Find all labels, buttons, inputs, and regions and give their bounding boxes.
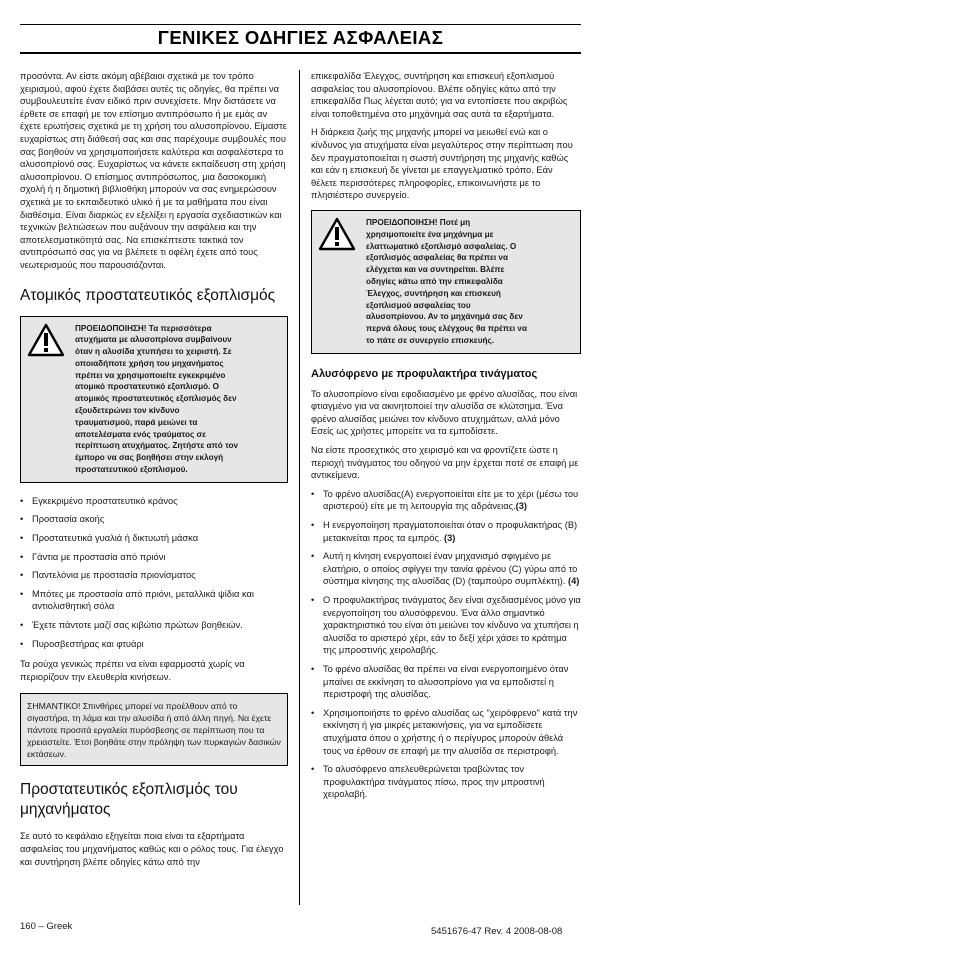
header-rule-top [20, 24, 581, 25]
list-item: • Χρησιμοποιήστε το φρένο αλυσίδας ως "χειρόφρενο" κατά την εκκίνηση ή για μικρές μετακινήσεις, για να εμποδίσετε ατυχήματα όπου ο χρήστης ή ο περίγυρος μπορούν άθελά τους να έρθουν σε επαφή με την αλυσίδα σε περιστροφή. [311, 707, 578, 756]
clothing-paragraph: Τα ρούχα γενικώς πρέπει να είναι εφαρμοστά χωρίς να περιορίζουν την ελευθερία κινήσεων. [20, 659, 245, 682]
warning-line: τραυματισμού, παρά μειώνει τα [75, 417, 198, 427]
left-column [20, 70, 288, 874]
warning-line: Έλεγχος, συντήρηση και επισκευή [366, 288, 501, 298]
page-number: 160 – Greek [20, 921, 73, 932]
list-item: • Μπότες με προστασία από πριόνι, μεταλλικά ψίδια και αντιολισθητική σόλα [20, 588, 254, 612]
warning-line: οδηγίες κάτω από την επικεφαλίδα [366, 276, 503, 286]
warning-line: αποτελέσματα ενός τραύματος σε [75, 429, 206, 439]
figure-ref: (4) [568, 576, 580, 587]
warning-icon-cell [21, 317, 71, 482]
list-item: • Πυροσβεστήρας και φτυάρι [20, 638, 144, 649]
warning-line: χρησιμοποιείτε ένα μηχάνημα με [366, 229, 494, 239]
list-item: • Ο προφυλακτήρας τινάγματος δεν είναι σχεδιασμένος μόνο για ενεργοποίηση του αλυσόφρενου. Ένα άλλο σημαντικό χαρακτηριστικό του είναι ότι μειώνει τον κίνδυνο να χτυπήσει η αλυσίδα το αριστερό χέρι, εάν το δεξί χέρι χάσει το κράτημα της μπροστινής χειρολαβής. [311, 595, 581, 656]
warning-line: ελαττωματικό εξοπλισμό ασφαλείας. Ο [366, 241, 517, 251]
list-item: • Το φρένο αλυσίδας(A) ενεργοποιείται είτε με το χέρι (μέσω του αριστερού) είτε με τη λειτουργία της αδράνειας.(3) [311, 488, 579, 512]
warning-line: αλυσοπρίονου. Αν το μηχάνημά σας δεν [366, 312, 523, 322]
warning-line: προστατευτικού εξοπλισμού. [75, 465, 188, 475]
warning-line: εξοπλισμός ασφαλείας θα πρέπει να [366, 253, 508, 263]
warning-line: ατομικό προστατευτικό εξοπλισμό. Ο [75, 382, 220, 392]
list-item: • Αυτή η κίνηση ενεργοποιεί έναν μηχανισμό σφιγμένο με ελατήριο, ο οποίος σφίγγει την ταινία φρένου (C) γύρω από το σύστημα κίνησης της αλυσίδας (D) (ταμπούρο συμπλέκτη). (4) [311, 551, 580, 587]
machine-intro-paragraph: Σε αυτό το κεφάλαιο εξηγείται ποια είναι τα εξαρτήματα ασφαλείας του μηχανήματος καθώς και ο ρόλος τους. Για έλεγχο και συντήρηση βλέπε οδηγίες κάτω από την [20, 831, 284, 867]
warning-line: οποιαδήποτε χρήση του μηχανήματος [75, 358, 224, 368]
warning-line: ΠΡΟΕΙΔΟΠΟΙΗΣΗ! Ποτέ μη [366, 217, 471, 227]
warning-box-defective-equipment [311, 210, 581, 354]
list-item: • Η ενεργοποίηση πραγματοποιείται όταν ο προφυλακτήρας (B) μετακινείται προς τα εμπρός. (3) [311, 520, 578, 543]
paragraph: Το αλυσοπρίονο είναι εφοδιασμένο με φρένο αλυσίδας, που είναι φτιαγμένο για να ακινητοποιεί την αλυσίδα σε κλώτσημα. Ένα φρένο αλυσίδας μειώνει τον κίνδυνο ατυχημάτων, αλλά μόνο Εσείς ως χρήστες μπορείτε να τα εμποδίσετε. [311, 388, 578, 437]
warning-icon-cell [312, 211, 362, 353]
warning-line: ελέγχεται και να συντηρείται. Βλέπε [366, 265, 505, 275]
warning-box-personal-protection [20, 316, 288, 483]
paragraph: Η διάρκεια ζωής της μηχανής μπορεί να μειωθεί ενώ και ο κίνδυνος για ατυχήματα είναι μεγαλύτερος στην περίπτωση που δεν πραγματοποιείται η σωστή συντήρηση της μηχανής καθώς και εάν η επισκευή δε γίνεται με επαγγελματικό τρόπο. Εάν θέλετε περισσότερες πληροφορίες, επικοινωνήστε με το πλησιέστερο συνεργείο. [311, 127, 573, 201]
page-title: ΓΕΝΙΚΕΣ ΟΔΗΓΙΕΣ ΑΣΦΑΛΕΙΑΣ [157, 27, 444, 48]
paragraph: Να είστε προσεχτικός στο χειρισμό και να φροντίζετε ώστε η περιοχή τινάγματος του οδηγού να μην έρχεται ποτέ σε επαφή με αντικείμενα. [311, 445, 579, 481]
section-heading-machine-protection: Προστατευτικός εξοπλισμός του μηχανήματος [20, 781, 238, 819]
chain-brake-list [311, 488, 581, 801]
warning-triangle-icon [318, 217, 356, 251]
warning-line: εξουδετερώνει τον κίνδυνο [75, 406, 180, 416]
warning-line: εξοπλισμού ασφαλείας του [366, 300, 471, 310]
warning-text [71, 317, 287, 482]
figure-ref: (3) [444, 532, 456, 543]
warning-line: ατυχήματα με αλυσοπρίονα συμβαίνουν [75, 335, 232, 345]
document-reference: 5451676-47 Rev. 4 2008-08-08 [431, 926, 563, 937]
ppe-list [20, 495, 288, 650]
header-rule-bottom [20, 52, 581, 54]
figure-ref: (3) [515, 501, 528, 512]
list-item: • Προστατευτικά γυαλιά ή δικτυωτή μάσκα [20, 533, 199, 544]
warning-line: έμπορο να σας βοηθήσει στην εκλογή [75, 453, 224, 463]
warning-line: όταν η αλυσίδα χτυπήσει το χειριστή. Σε [75, 347, 232, 357]
section-heading-personal-protection: Ατομικός προστατευτικός εξοπλισμός [20, 286, 276, 304]
important-note-box: ΣΗΜΑΝΤΙΚΟ! Σπινθήρες μπορεί να προέλθουν από το σιγαστήρα, τη λάμα και την αλυσίδα ή από άλλη πηγή. Να έχετε πάντοτε προσιτά εργαλεία πυρόσβεσης σε περίπτωση που τα χρειαστείτε. Έτσι βοηθάτε στην πρόληψη των πυρκαγιών δασικών εκτάσεων. [20, 693, 288, 766]
section-heading-chain-brake: Αλυσόφρενο με προφυλακτήρα τινάγματος [311, 367, 538, 380]
paragraph: επικεφαλίδα Έλεγχος, συντήρηση και επισκευή εξοπλισμού ασφαλείας του αλυσοπρίονου. Βλέπε οδηγίες κάτω από την επικεφαλίδα Πως λέγεται αυτό; για να εντοπίσετε που ακριβώς είναι τοποθετημένα στο μηχάνημά σας αυτά τα εξαρτήματα. [311, 71, 568, 119]
warning-line: πρέπει να χρησιμοποιείτε εγκεκριμένο [75, 370, 226, 380]
warning-text [362, 211, 580, 353]
right-column [311, 70, 581, 809]
warning-line: ατομικός προστατευτικός εξοπλισμός δεν [75, 394, 237, 404]
warning-line: ΠΡΟΕΙΔΟΠΟΙΗΣΗ! Τα περισσότερα [75, 323, 212, 333]
warning-line: περίπτωση ατυχήματος. Ζητήστε από τον [75, 441, 239, 451]
list-item: • Έχετε πάντοτε μαζί σας κιβώτιο πρώτων βοηθειών. [20, 620, 243, 631]
list-item: • Το αλυσόφρενο απελευθερώνεται τραβώντας τον προφυλακτήρα τινάγματος πίσω, προς την μπροστινή χειρολαβή. [311, 764, 545, 800]
warning-triangle-icon [27, 323, 65, 357]
list-item: • Παντελόνια με προστασία πριονίσματος [20, 570, 196, 581]
column-divider [299, 70, 300, 905]
warning-line: το πάτε σε συνεργείο επισκευής. [366, 335, 494, 345]
list-item: • Εγκεκριμένο προστατευτικό κράνος [20, 495, 178, 506]
list-item: • Γάντια με προστασία από πριόνι [20, 551, 166, 562]
intro-paragraph: προσόντα. Αν είστε ακόμη αβέβαιοι σχετικά με τον τρόπο χειρισμού, αφού έχετε διαβάσει αυτές τις οδηγίες, θα πρέπει να συμβουλευτείτε έναν ειδικό πριν συνεχίσετε. Μην διστάσετε να έρθετε σε επαφή με τον επίσημο αντιπρόσωπο ή με εμάς αν έχετε ερωτήσεις σχετικά με τη χρήση του αλυσοπρίονου. Είμαστε ευχαρίστως στη διάθεσή σας και σας παρέχουμε συμβουλές που σας βοηθούν να χρησιμοποιήσετε καλύτερα και ασφαλέστερα το αλυσοπρίονό σας. Ευχαρίστως να κάνετε εκπαίδευση στη χρήση αλυσοπρίονου. Ο επίσημος αντιπρόσωπος, μια δασοκομική σχολή ή η δημοτική βιβλιοθήκη μπορούν να σας ενημερώσουν σχετικά με το εκπαιδευτικό υλικό ή με τα μαθήματα που είναι διαθέσιμα. Είναι διαρκώς εν εξελίξει η εργασία σχεδιαστικών και τεχνικών βελτιώσεων που αυξάνουν την ασφάλεια και την αποτελεσματικότητά σας. Να επισκέπτεστε τακτικά τον αντιπρόσωπό σας για να βλέπετε τι οφέλη έχετε από τους νεωτερισμούς που παρουσιάζονται. [20, 71, 287, 270]
list-item: • Προστασία ακοής [20, 514, 105, 525]
warning-line: περνά όλους τους ελέγχους θα πρέπει να [366, 324, 528, 334]
list-item: • Το φρένο αλυσίδας θα πρέπει να είναι ενεργοποιημένο όταν μπαίνει σε εκκίνηση το αλυσοπρίονο για να εμποδιστεί η περιστροφή της αλυσίδας. [311, 663, 569, 700]
